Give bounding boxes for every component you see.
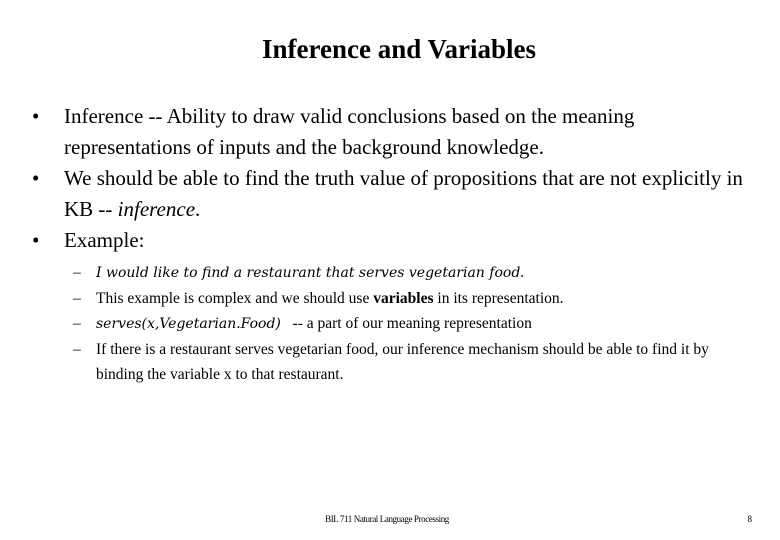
sub-item-before: This example is complex and we should use — [96, 290, 374, 307]
dash-marker: – — [73, 264, 81, 281]
page-number: 8 — [747, 514, 752, 524]
definition-text: -- Ability to draw valid conclusions based on the meaning representations of inputs and the background knowledge. — [64, 104, 635, 159]
footer-course: BIL 711 Natural Language Processing — [325, 514, 449, 524]
bullet-dot: • — [32, 104, 40, 128]
variables-bold: variables — [373, 290, 434, 307]
sub-item — [73, 311, 753, 337]
predicate-expression: serves(x,Vegetarian.Food) — [96, 316, 281, 332]
sub-item-text — [96, 286, 753, 311]
sub-item-text — [96, 260, 753, 286]
sub-item-after: . — [520, 264, 525, 281]
example-sentence: I would like to find a restaurant that serves vegetarian food — [96, 265, 521, 281]
sub-item-text: If there is a restaurant serves vegetarian food, our inference mechanism should be able to find it by binding the variable x to that restaurant. — [96, 341, 709, 383]
term-inference: Inference — [64, 104, 144, 128]
slide-title: Inference and Variables — [261, 34, 537, 64]
bullet-dot: • — [32, 228, 40, 252]
bullet-text-before: We should be able to find the truth value of propositions that are not explicitly in KB -- — [64, 166, 743, 221]
sub-item-after: -- a part of our meaning representation — [280, 315, 532, 332]
sub-item — [73, 286, 753, 311]
bullet-dot: • — [32, 166, 40, 190]
bullet-item — [32, 163, 752, 225]
sub-bullet-list — [73, 260, 753, 387]
bullet-item — [32, 225, 752, 256]
sub-item-text — [96, 311, 753, 337]
dash-marker: – — [73, 290, 81, 307]
sub-item — [73, 260, 753, 286]
dash-marker: – — [73, 315, 81, 332]
dash-marker: – — [73, 341, 81, 358]
sub-item-after: in its representation. — [433, 290, 564, 307]
sub-item — [73, 337, 753, 387]
bullet-item — [32, 101, 752, 163]
bullet-list — [32, 101, 752, 256]
inference-italic: inference — [117, 197, 196, 221]
bullet-text-after: . — [195, 197, 201, 221]
bullet-text — [64, 101, 752, 163]
bullet-text — [64, 163, 752, 225]
bullet-text: Example: — [64, 228, 145, 252]
